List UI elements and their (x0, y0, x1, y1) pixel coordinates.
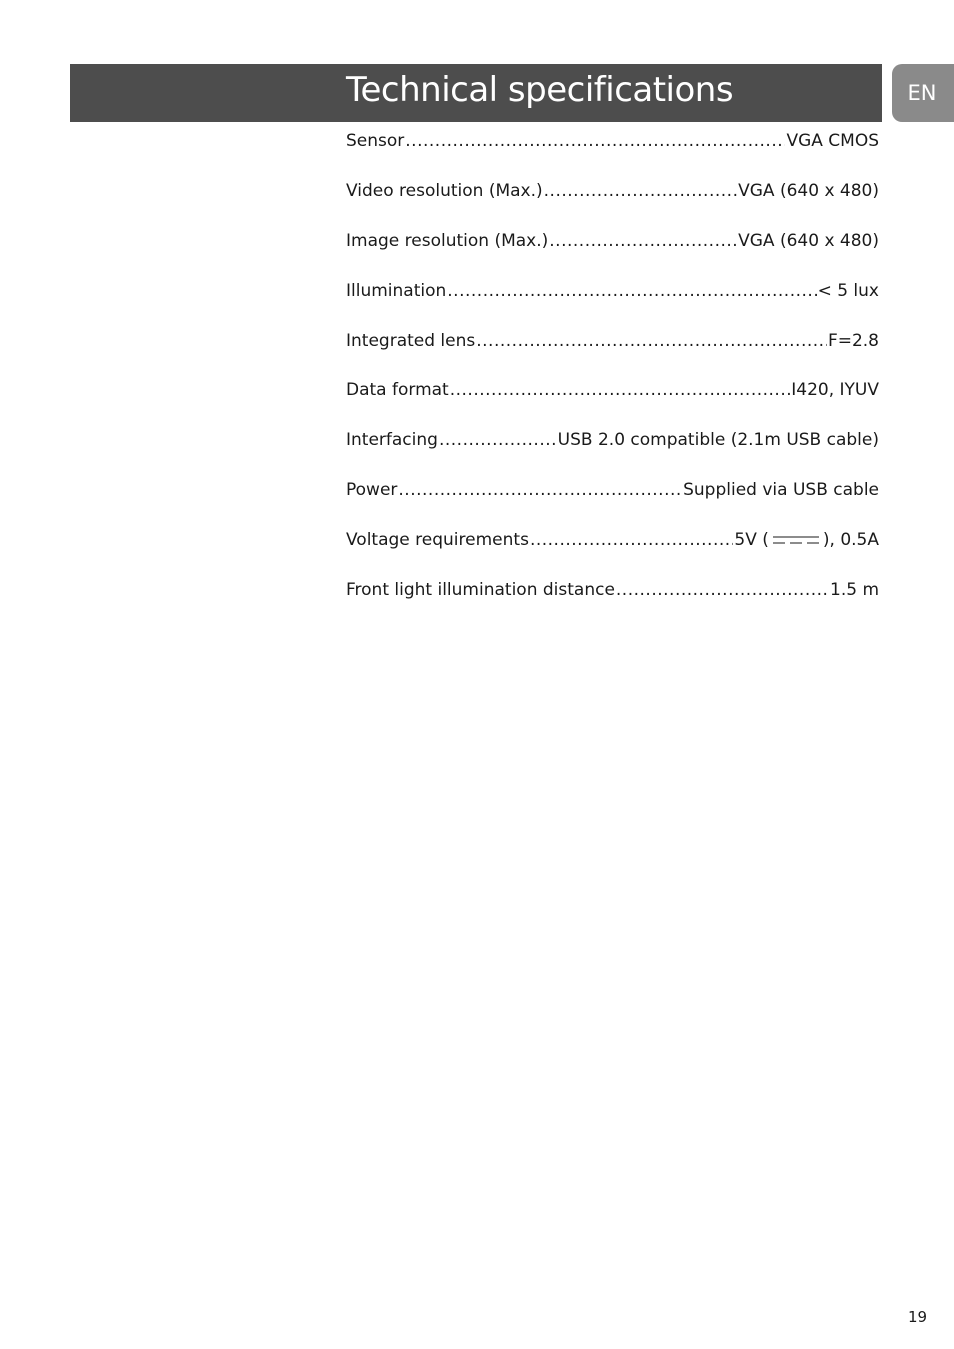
spec-value: 1.5 m (830, 580, 879, 601)
spec-label: Front light illumination distance (346, 580, 615, 601)
language-tab (892, 64, 954, 122)
dot-leader (398, 475, 682, 505)
spec-row-integrated-lens (346, 326, 879, 376)
spec-value: < 5 lux (817, 280, 879, 301)
dot-leader (476, 326, 827, 356)
dot-leader (450, 375, 791, 405)
spec-value: Supplied via USB cable (683, 480, 879, 501)
page-title: Technical specifications (346, 70, 734, 110)
spec-row-power (346, 475, 879, 525)
spec-label: Data format (346, 380, 449, 401)
spec-row-voltage-requirements (346, 525, 879, 575)
spec-label: Integrated lens (346, 330, 476, 351)
dot-leader (549, 226, 737, 256)
spec-label: Interfacing (346, 430, 438, 451)
spec-row-illumination (346, 276, 879, 326)
spec-label: Voltage requirements (346, 530, 529, 551)
page-number: 19 (908, 1308, 928, 1326)
dot-leader (616, 575, 829, 605)
spec-value-prefix: 5V ( (734, 530, 769, 551)
spec-row-video-resolution (346, 176, 879, 226)
spec-row-front-light-distance (346, 575, 879, 625)
spec-row-sensor (346, 126, 879, 176)
dc-current-icon (771, 534, 821, 546)
spec-value: VGA (640 x 480) (738, 180, 879, 201)
spec-list (346, 126, 879, 625)
spec-label: Illumination (346, 280, 447, 301)
spec-label: Power (346, 480, 398, 501)
spec-label: Sensor (346, 131, 405, 151)
spec-row-image-resolution (346, 226, 879, 276)
title-bar (70, 64, 882, 122)
spec-label: Image resolution (Max.) (346, 230, 549, 251)
spec-row-data-format (346, 375, 879, 425)
spec-value-suffix: ), 0.5A (822, 530, 879, 551)
dot-leader (405, 126, 785, 156)
spec-value: VGA CMOS (786, 131, 879, 151)
spec-value (734, 525, 879, 555)
dot-leader (544, 176, 737, 206)
spec-value: USB 2.0 compatible (2.1m USB cable) (557, 430, 879, 451)
dot-leader (439, 425, 557, 455)
spec-value: F=2.8 (827, 330, 879, 351)
dot-leader (447, 276, 816, 306)
spec-label: Video resolution (Max.) (346, 180, 543, 201)
spec-value: VGA (640 x 480) (738, 230, 879, 251)
spec-value: I420, IYUV (791, 380, 879, 401)
dot-leader (530, 525, 733, 555)
language-tab-label: EN (907, 81, 937, 105)
spec-row-interfacing (346, 425, 879, 475)
